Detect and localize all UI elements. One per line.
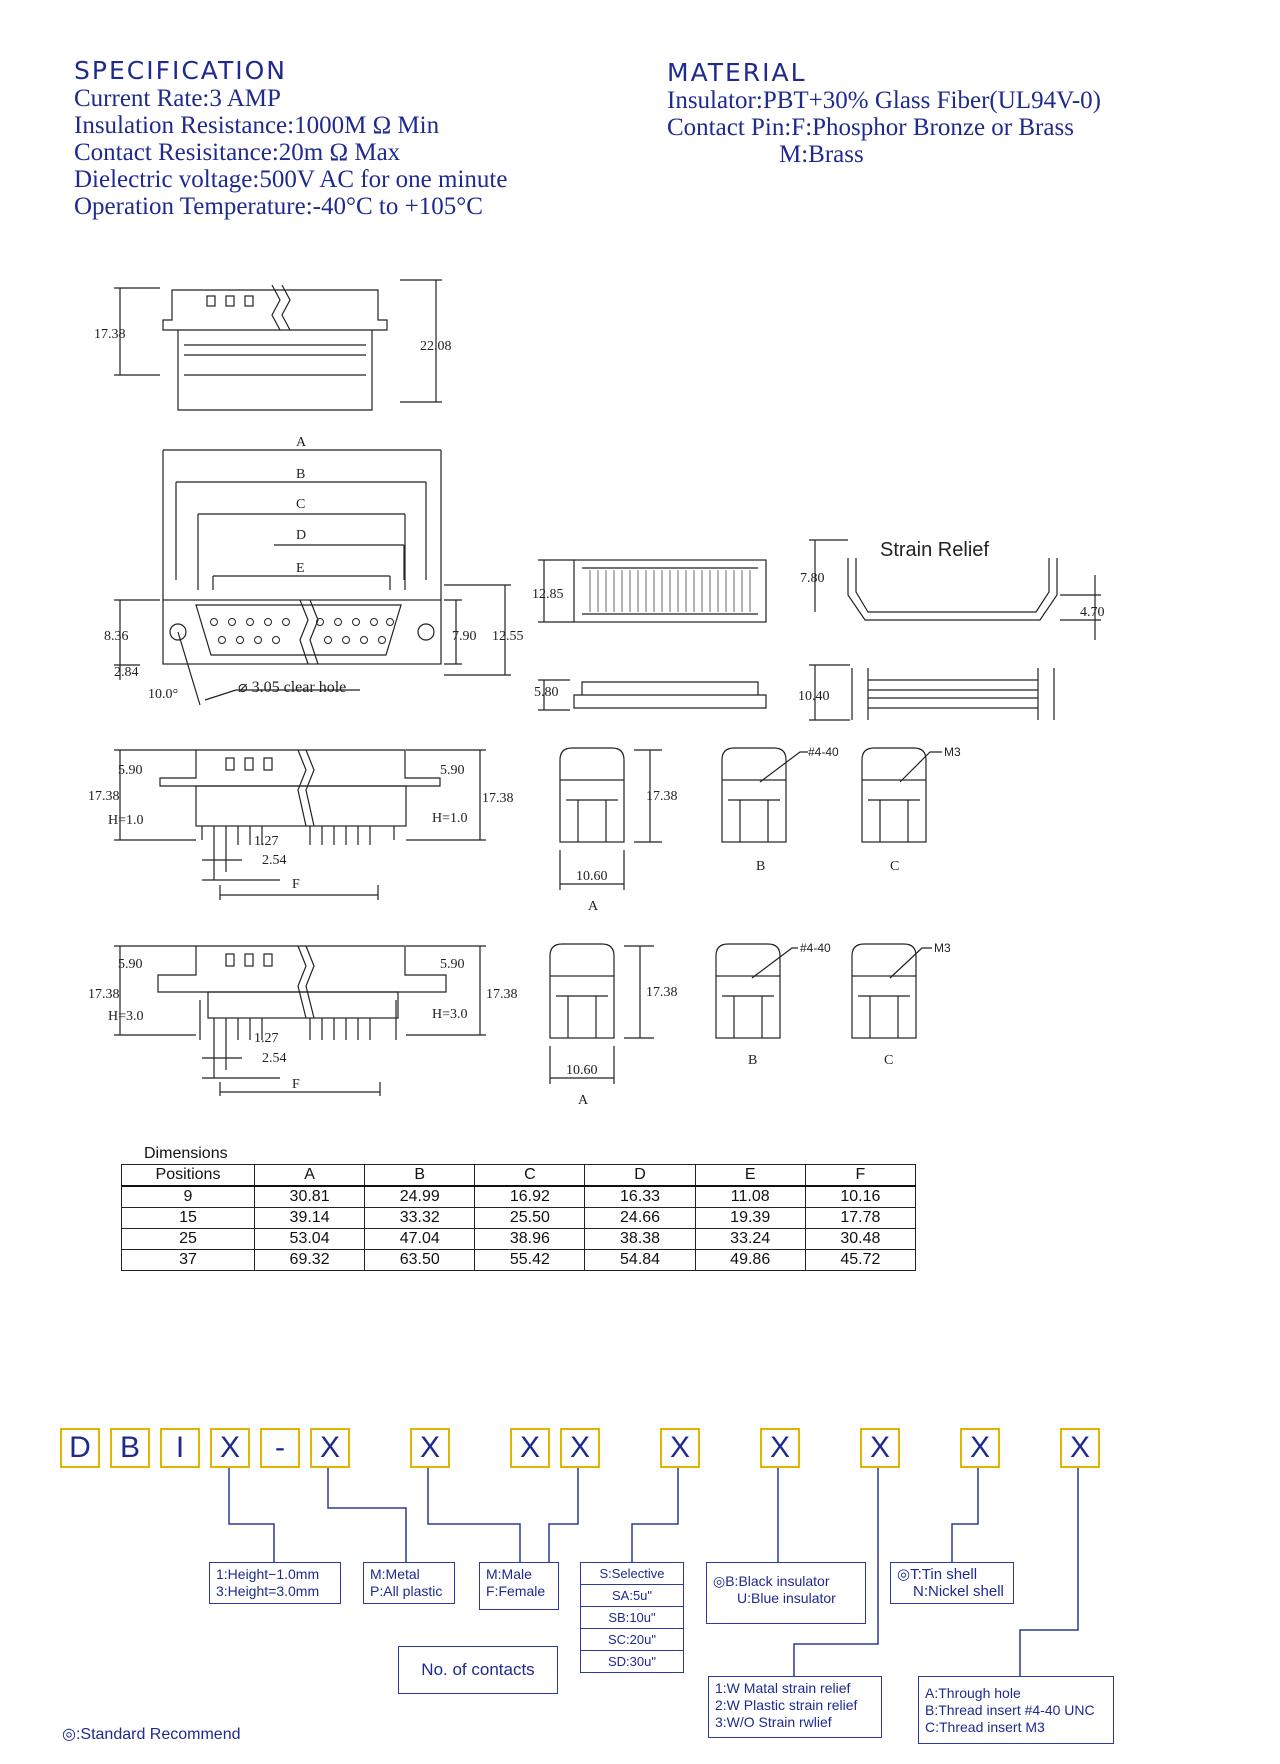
table-header-cell: B: [365, 1165, 475, 1187]
option-line: 1:W Matal strain relief: [715, 1680, 851, 1696]
option-line: C:Thread insert M3: [925, 1719, 1045, 1735]
angle-label: 10.0°: [148, 687, 179, 702]
table-header-cell: D: [585, 1165, 695, 1187]
dim-label: 7.80: [800, 571, 825, 586]
spec-line: Current Rate:3 AMP: [74, 85, 281, 112]
insulator-color-options: [706, 1562, 866, 1624]
cable-view: [538, 560, 766, 710]
code-char: X: [860, 1428, 900, 1468]
option-line: B:Thread insert #4-40 UNC: [925, 1702, 1095, 1718]
height-options: [209, 1562, 341, 1604]
option-line: P:All plastic: [370, 1583, 443, 1599]
thread-note: #4-40: [808, 745, 839, 759]
dim-label: 5.90: [118, 957, 143, 972]
option-line: U:Blue insulator: [737, 1590, 836, 1606]
option-line: A:Through hole: [925, 1685, 1021, 1701]
dim-label: 5.90: [118, 763, 143, 778]
dimensions-title: Dimensions: [144, 1145, 228, 1162]
dim-label-c: C: [296, 497, 306, 512]
h-label: H=3.0: [108, 1009, 144, 1024]
view-label-b: B: [756, 859, 766, 874]
table-cell: 11.08: [695, 1186, 805, 1208]
option-line: S:Selective: [581, 1563, 683, 1585]
table-cell: 24.99: [365, 1186, 475, 1208]
material-line: Insulator:PBT+30% Glass Fiber(UL94V-0): [667, 87, 1101, 114]
code-char: X: [760, 1428, 800, 1468]
material-title: MATERIAL: [667, 58, 807, 87]
option-line: N:Nickel shell: [913, 1583, 1004, 1600]
table-header-cell: A: [255, 1165, 365, 1187]
table-cell: 37: [122, 1250, 255, 1271]
h-label: H=1.0: [432, 811, 468, 826]
view-label-a: A: [578, 1093, 589, 1108]
dim-label: 17.38: [486, 987, 518, 1002]
code-char: X: [410, 1428, 450, 1468]
table-cell: 49.86: [695, 1250, 805, 1271]
dim-label: 4.70: [1080, 605, 1105, 620]
table-row: [122, 1250, 916, 1271]
code-char: X: [1060, 1428, 1100, 1468]
shell-plating-options: [890, 1562, 1014, 1604]
code-char: X: [310, 1428, 350, 1468]
table-cell: 33.32: [365, 1208, 475, 1229]
option-line: SD:30u": [608, 1654, 656, 1669]
table-header-row: [122, 1165, 916, 1187]
table-cell: 16.33: [585, 1186, 695, 1208]
table-cell: 38.96: [475, 1229, 585, 1250]
dim-label: 17.38: [482, 791, 514, 806]
cable-ribs: [590, 570, 750, 612]
standard-recommend-note: ◎:Standard Recommend: [62, 1726, 241, 1743]
specification-title: SPECIFICATION: [74, 56, 287, 85]
table-cell: 9: [122, 1186, 255, 1208]
pitch-label: 2.54: [262, 853, 287, 868]
dim-label: 5.90: [440, 763, 465, 778]
option-line: 1:Height−1.0mm: [216, 1566, 320, 1582]
code-char: X: [960, 1428, 1000, 1468]
mounting-options: [918, 1676, 1114, 1744]
contacts-label: No. of contacts: [421, 1660, 535, 1679]
dimensions-table: [121, 1164, 916, 1271]
table-cell: 10.16: [805, 1186, 915, 1208]
dim-label: 17.38: [646, 789, 678, 804]
table-cell: 25: [122, 1229, 255, 1250]
table-cell: 53.04: [255, 1229, 365, 1250]
strain-relief-drawing: [809, 540, 1101, 720]
pitch-label: 1.27: [254, 834, 279, 849]
table-header-cell: E: [695, 1165, 805, 1187]
material-line: M:Brass: [779, 141, 864, 168]
pitch-label: 1.27: [254, 1031, 279, 1046]
table-cell: 47.04: [365, 1229, 475, 1250]
table-cell: 63.50: [365, 1250, 475, 1271]
table-cell: 25.50: [475, 1208, 585, 1229]
code-char: X: [660, 1428, 700, 1468]
material-line: Contact Pin:F:Phosphor Bronze or Brass: [667, 114, 1074, 141]
table-cell: 15: [122, 1208, 255, 1229]
option-line: ◎B:Black insulator: [713, 1573, 830, 1589]
table-cell: 30.81: [255, 1186, 365, 1208]
dim-label: 17.38: [646, 985, 678, 1000]
end-views-1: [560, 748, 942, 890]
dim-label: 17.38: [88, 789, 120, 804]
table-cell: 24.66: [585, 1208, 695, 1229]
dim-label: 8.36: [104, 629, 129, 644]
table-cell: 55.42: [475, 1250, 585, 1271]
option-line: ◎T:Tin shell: [897, 1566, 978, 1583]
dim-label-d: D: [296, 528, 307, 543]
option-line: F:Female: [486, 1583, 546, 1599]
table-cell: 38.38: [585, 1229, 695, 1250]
pcb-view-2: [114, 946, 486, 1096]
option-line: M:Male: [486, 1566, 532, 1582]
h-label: H=1.0: [108, 813, 144, 828]
code-char: B: [110, 1428, 150, 1468]
table-cell: 30.48: [805, 1229, 915, 1250]
dim-label-e: E: [296, 561, 305, 576]
contacts-box: [398, 1646, 558, 1694]
table-cell: 54.84: [585, 1250, 695, 1271]
dim-label: 12.85: [532, 587, 564, 602]
f-label: F: [292, 1077, 300, 1092]
front-view: [114, 450, 511, 705]
view-label-c: C: [884, 1053, 894, 1068]
thread-note: M3: [944, 745, 961, 759]
spec-line: Contact Resisitance:20m Ω Max: [74, 139, 401, 166]
end-views-2: [550, 944, 932, 1084]
dim-label-a: A: [296, 435, 307, 450]
code-char: -: [260, 1428, 300, 1468]
view-label-a: A: [588, 899, 599, 914]
pin-holes: [211, 619, 394, 644]
spec-line: Dielectric voltage:500V AC for one minute: [74, 166, 508, 193]
dim-label: 17.38: [94, 327, 126, 342]
dim-label: 5.90: [440, 957, 465, 972]
table-row: [122, 1186, 916, 1208]
table-cell: 45.72: [805, 1250, 915, 1271]
dim-label: 12.55: [492, 629, 524, 644]
dim-label: 5.80: [534, 685, 559, 700]
dim-label: 2.84: [114, 665, 139, 680]
spec-line: Operation Temperature:-40°C to +105°C: [74, 193, 483, 220]
code-char: D: [60, 1428, 100, 1468]
option-line: SB:10u": [581, 1607, 683, 1629]
table-header-cell: C: [475, 1165, 585, 1187]
table-row: [122, 1208, 916, 1229]
view-label-c: C: [890, 859, 900, 874]
option-line: 3:W/O Strain rwlief: [715, 1714, 832, 1730]
option-line: M:Metal: [370, 1566, 420, 1582]
dim-label: 10.40: [798, 689, 830, 704]
option-line: 3:Height=3.0mm: [216, 1583, 320, 1599]
table-row: [122, 1229, 916, 1250]
dim-label: 17.38: [88, 987, 120, 1002]
code-char: I: [160, 1428, 200, 1468]
table-cell: 19.39: [695, 1208, 805, 1229]
h-label: H=3.0: [432, 1007, 468, 1022]
plating-options: [580, 1562, 684, 1673]
spec-line: Insulation Resistance:1000M Ω Min: [74, 112, 440, 139]
code-char: X: [210, 1428, 250, 1468]
view-label-b: B: [748, 1053, 758, 1068]
option-line: 2:W Plastic strain relief: [715, 1697, 858, 1713]
dim-label: 22.08: [420, 339, 452, 354]
side-view: [114, 280, 442, 410]
f-label: F: [292, 877, 300, 892]
option-line: SA:5u": [581, 1585, 683, 1607]
dim-label-b: B: [296, 467, 306, 482]
table-cell: 16.92: [475, 1186, 585, 1208]
strain-relief-options: [708, 1676, 882, 1738]
dim-label: 7.90: [452, 629, 477, 644]
gender-options: [479, 1562, 559, 1610]
thread-note: #4-40: [800, 941, 831, 955]
code-char: X: [560, 1428, 600, 1468]
dim-label: 10.60: [566, 1063, 598, 1078]
pitch-label: 2.54: [262, 1051, 287, 1066]
option-line: SC:20u": [581, 1629, 683, 1651]
thread-note: M3: [934, 941, 951, 955]
shell-material-options: [363, 1562, 455, 1604]
table-header-cell: Positions: [122, 1165, 255, 1187]
pcb-view-1: [114, 750, 486, 900]
code-char: X: [510, 1428, 550, 1468]
hole-note: ⌀ 3.05 clear hole: [238, 679, 347, 696]
table-header-cell: F: [805, 1165, 915, 1187]
table-cell: 33.24: [695, 1229, 805, 1250]
strain-relief-title: Strain Relief: [880, 539, 989, 561]
table-cell: 17.78: [805, 1208, 915, 1229]
table-cell: 69.32: [255, 1250, 365, 1271]
dim-label: 10.60: [576, 869, 608, 884]
table-cell: 39.14: [255, 1208, 365, 1229]
